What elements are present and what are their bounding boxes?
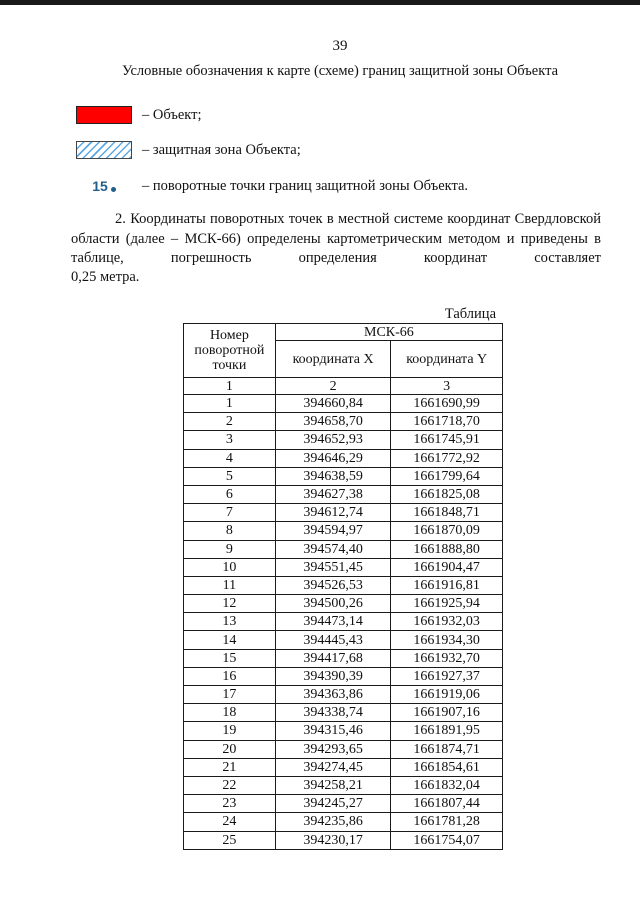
point-number-cell: 22	[184, 776, 276, 794]
point-number-cell: 3	[184, 431, 276, 449]
coordinate-y-cell: 1661874,71	[391, 740, 503, 758]
coordinate-y-cell: 1661907,16	[391, 704, 503, 722]
coordinate-x-cell: 394274,45	[275, 758, 391, 776]
table-row	[184, 631, 503, 649]
column-numbering-row	[184, 378, 503, 395]
coordinate-y-cell: 1661781,28	[391, 813, 503, 831]
point-number-cell: 1	[184, 395, 276, 413]
coordinate-x-cell: 394500,26	[275, 595, 391, 613]
point-number-cell: 14	[184, 631, 276, 649]
table-row	[184, 522, 503, 540]
coordinate-x-cell: 394594,97	[275, 522, 391, 540]
coordinate-y-cell: 1661927,37	[391, 667, 503, 685]
column-number: 2	[275, 378, 391, 395]
coordinates-paragraph-last-line: 0,25 метра.	[71, 269, 140, 285]
point-number-cell: 8	[184, 522, 276, 540]
coordinate-y-cell: 1661854,61	[391, 758, 503, 776]
coordinate-y-cell: 1661718,70	[391, 413, 503, 431]
coordinate-y-cell: 1661870,09	[391, 522, 503, 540]
coordinate-x-cell: 394293,65	[275, 740, 391, 758]
point-number-cell: 10	[184, 558, 276, 576]
table-caption: Таблица	[444, 306, 496, 322]
coordinate-x-cell: 394658,70	[275, 413, 391, 431]
table-row	[184, 595, 503, 613]
legend-item-object	[76, 105, 202, 125]
table-row	[184, 467, 503, 485]
coordinate-x-cell: 394473,14	[275, 613, 391, 631]
coordinate-x-cell: 394627,38	[275, 485, 391, 503]
hatched-swatch-icon	[76, 141, 132, 159]
coordinate-y-cell: 1661932,03	[391, 613, 503, 631]
point-number-cell: 7	[184, 504, 276, 522]
point-number-cell: 23	[184, 795, 276, 813]
point-number-cell: 15	[184, 649, 276, 667]
header-msk66: МСК-66	[275, 324, 502, 341]
coordinate-y-cell: 1661825,08	[391, 485, 503, 503]
point-number-cell: 6	[184, 485, 276, 503]
table-row	[184, 667, 503, 685]
table-row	[184, 686, 503, 704]
table-row	[184, 649, 503, 667]
header-coordinate-x: координата X	[275, 341, 391, 378]
point-dot-icon	[111, 187, 116, 192]
table-row	[184, 540, 503, 558]
coordinate-y-cell: 1661807,44	[391, 795, 503, 813]
table-row	[184, 831, 503, 849]
coordinate-y-cell: 1661754,07	[391, 831, 503, 849]
column-number: 3	[391, 378, 503, 395]
scan-top-edge	[0, 0, 640, 5]
coordinate-x-cell: 394230,17	[275, 831, 391, 849]
table-row	[184, 504, 503, 522]
point-number-cell: 25	[184, 831, 276, 849]
legend-item-turning-points	[76, 176, 468, 196]
table-row	[184, 704, 503, 722]
legend-item-protective-zone	[76, 140, 301, 160]
table-row	[184, 758, 503, 776]
coordinate-y-cell: 1661934,30	[391, 631, 503, 649]
coordinate-y-cell: 1661799,64	[391, 467, 503, 485]
coordinate-y-cell: 1661916,81	[391, 576, 503, 594]
coordinate-x-cell: 394235,86	[275, 813, 391, 831]
table-row	[184, 485, 503, 503]
point-number-cell: 12	[184, 595, 276, 613]
point-number-cell: 18	[184, 704, 276, 722]
coordinate-y-cell: 1661891,95	[391, 722, 503, 740]
coordinates-table	[183, 323, 503, 850]
table-row	[184, 395, 503, 413]
table-row	[184, 613, 503, 631]
red-fill-swatch-icon	[76, 106, 132, 124]
table-row	[184, 413, 503, 431]
coordinate-y-cell: 1661919,06	[391, 686, 503, 704]
point-number-cell: 17	[184, 686, 276, 704]
coordinate-x-cell: 394417,68	[275, 649, 391, 667]
coordinate-y-cell: 1661745,91	[391, 431, 503, 449]
coordinate-x-cell: 394551,45	[275, 558, 391, 576]
coordinate-y-cell: 1661772,92	[391, 449, 503, 467]
coordinate-y-cell: 1661848,71	[391, 504, 503, 522]
turning-point-sample-number: 15	[92, 178, 108, 194]
legend-label: – защитная зона Объекта;	[142, 141, 301, 158]
coordinate-x-cell: 394612,74	[275, 504, 391, 522]
coordinate-x-cell: 394646,29	[275, 449, 391, 467]
point-number-cell: 24	[184, 813, 276, 831]
point-number-cell: 9	[184, 540, 276, 558]
table-row	[184, 431, 503, 449]
point-number-cell: 20	[184, 740, 276, 758]
table-row	[184, 722, 503, 740]
point-number-cell: 5	[184, 467, 276, 485]
point-number-cell: 2	[184, 413, 276, 431]
coordinate-x-cell: 394363,86	[275, 686, 391, 704]
coordinate-y-cell: 1661888,80	[391, 540, 503, 558]
coordinate-x-cell: 394390,39	[275, 667, 391, 685]
column-number: 1	[184, 378, 276, 395]
point-number-cell: 16	[184, 667, 276, 685]
coordinate-x-cell: 394258,21	[275, 776, 391, 794]
point-number-cell: 21	[184, 758, 276, 776]
page-number: 39	[332, 38, 348, 54]
coordinate-x-cell: 394338,74	[275, 704, 391, 722]
coordinate-y-cell: 1661932,70	[391, 649, 503, 667]
table-row	[184, 813, 503, 831]
coordinate-y-cell: 1661904,47	[391, 558, 503, 576]
coordinates-paragraph: 2. Координаты поворотных точек в местной системе координат Свердловской области (далее – МСК-66) определены картометрическим методом и приведены в таблице, погрешность определения координат составляет	[71, 211, 601, 266]
point-number-cell: 11	[184, 576, 276, 594]
coordinate-x-cell: 394638,59	[275, 467, 391, 485]
coordinate-x-cell: 394660,84	[275, 395, 391, 413]
coordinate-y-cell: 1661690,99	[391, 395, 503, 413]
table-row	[184, 776, 503, 794]
coordinate-y-cell: 1661832,04	[391, 776, 503, 794]
table-row	[184, 740, 503, 758]
table-row	[184, 558, 503, 576]
legend-title: Условные обозначения к карте (схеме) границ защитной зоны Объекта	[121, 63, 559, 79]
coordinate-x-cell: 394574,40	[275, 540, 391, 558]
header-coordinate-y: координата Y	[391, 341, 503, 378]
coordinate-x-cell: 394445,43	[275, 631, 391, 649]
coordinate-x-cell: 394652,93	[275, 431, 391, 449]
legend-label: – Объект;	[142, 106, 202, 123]
table-row	[184, 576, 503, 594]
header-point-number: Номер поворотной точки	[184, 324, 276, 378]
table-row	[184, 449, 503, 467]
coordinate-x-cell: 394526,53	[275, 576, 391, 594]
point-number-cell: 19	[184, 722, 276, 740]
coordinate-y-cell: 1661925,94	[391, 595, 503, 613]
coordinate-x-cell: 394245,27	[275, 795, 391, 813]
point-number-cell: 4	[184, 449, 276, 467]
coordinate-x-cell: 394315,46	[275, 722, 391, 740]
point-number-cell: 13	[184, 613, 276, 631]
turning-point-icon	[76, 178, 132, 194]
legend-label: – поворотные точки границ защитной зоны Объекта.	[142, 177, 469, 194]
table-row	[184, 795, 503, 813]
